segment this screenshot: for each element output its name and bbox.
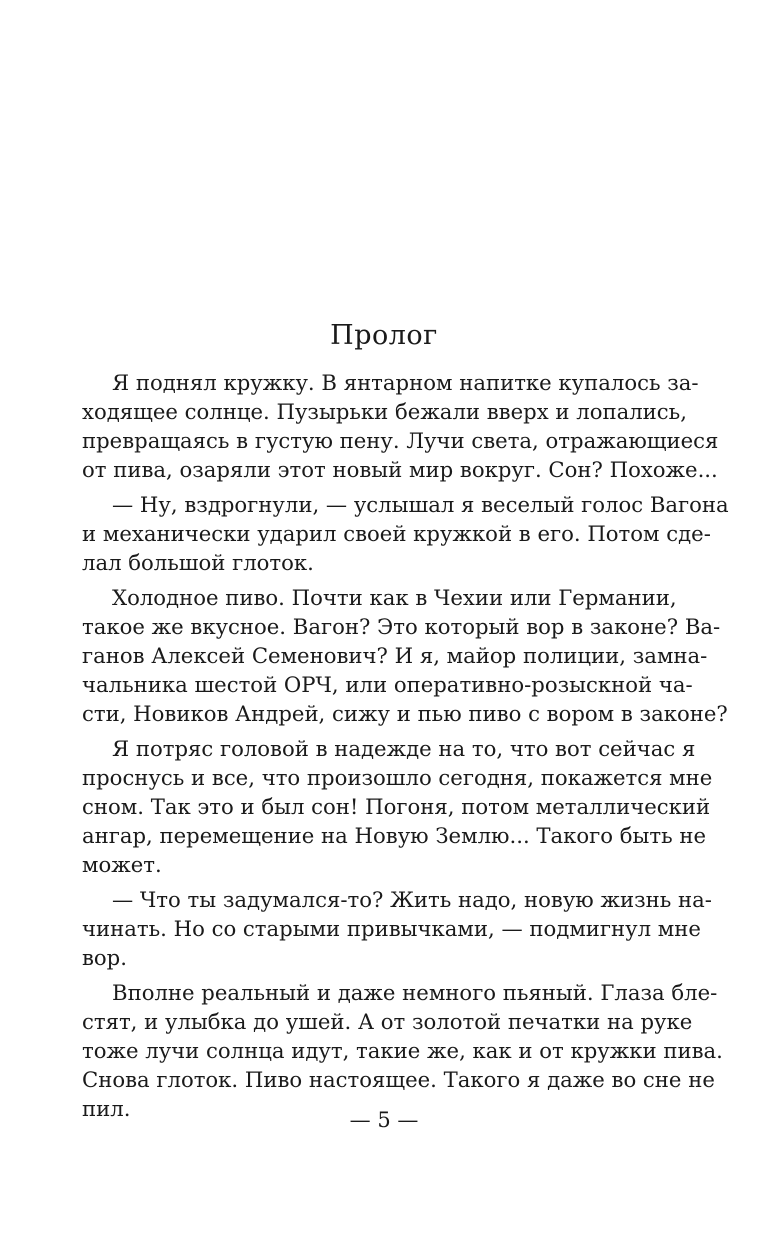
text-line: вор.	[82, 945, 127, 970]
text-line: Я потряс головой в надежде на то, что вот сейчас я	[112, 736, 696, 761]
body-text	[82, 368, 729, 1129]
text-line: чальника шестой ОРЧ, или оперативно-розыскной ча-	[82, 672, 693, 697]
text-line: может.	[82, 852, 162, 877]
text-line: Я поднял кружку. В янтарном напитке купалось за-	[112, 370, 699, 395]
paragraph	[82, 885, 712, 972]
text-line: от пива, озаряли этот новый мир вокруг. Сон? Похоже...	[82, 457, 718, 482]
text-line: Холодное пиво. Почти как в Чехии или Германии,	[112, 585, 677, 610]
text-line: ганов Алексей Семенович? И я, майор полиции, замна-	[82, 643, 708, 668]
text-line: — Ну, вздрогнули, — услышал я веселый голос Вагона	[112, 492, 729, 517]
text-line: Снова глоток. Пиво настоящее. Такого я даже во сне не	[82, 1067, 715, 1092]
paragraph	[82, 368, 719, 484]
paragraph	[82, 583, 728, 728]
text-line: лал большой глоток.	[82, 550, 314, 575]
text-line: такое же вкусное. Вагон? Это который вор в законе? Ва-	[82, 614, 721, 639]
text-line: и механически ударил своей кружкой в его. Потом сде-	[82, 521, 711, 546]
page-number: — 5 —	[349, 1108, 419, 1132]
text-line: ангар, перемещение на Новую Землю... Такого быть не	[82, 823, 707, 848]
paragraph	[82, 490, 729, 577]
text-line: сном. Так это и был сон! Погоня, потом металлический	[82, 794, 711, 819]
text-line: тоже лучи солнца идут, такие же, как и от кружки пива.	[82, 1038, 723, 1063]
text-line: превращаясь в густую пену. Лучи света, отражающиеся	[82, 428, 719, 453]
paragraph	[82, 734, 713, 879]
text-line: чинать. Но со старыми привычками, — подмигнул мне	[82, 916, 701, 941]
text-line: проснусь и все, что произошло сегодня, покажется мне	[82, 765, 713, 790]
text-line: пил.	[82, 1096, 131, 1121]
chapter-title: Пролог	[330, 320, 438, 351]
text-line: Вполне реальный и даже немного пьяный. Глаза бле-	[112, 980, 718, 1005]
paragraph	[82, 978, 723, 1123]
text-line: сти, Новиков Андрей, сижу и пью пиво с вором в законе?	[82, 701, 728, 726]
text-line: — Что ты задумался-то? Жить надо, новую жизнь на-	[112, 887, 712, 912]
text-line: стят, и улыбка до ушей. А от золотой печатки на руке	[82, 1009, 693, 1034]
text-line: ходящее солнце. Пузырьки бежали вверх и лопались,	[82, 399, 687, 424]
